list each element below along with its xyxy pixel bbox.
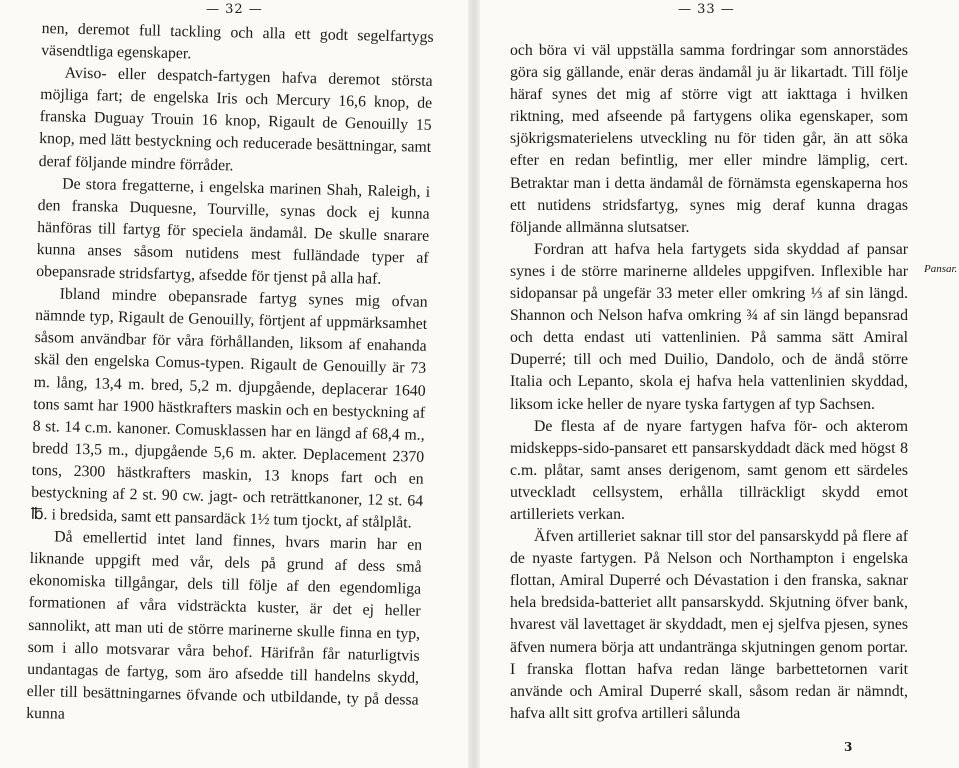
paragraph: De stora fregatterne, i engelska marinen Shah, Raleigh, i den franska Duquesne, Tourville, synas dock ej kunna hänföras till fartyg för speciela ändamål. De skulle snarare kunna anses såsom nutidens mest fulländade typer af obepansrade stridsfartyg, afsedde för tjenst på alla haf. — [36, 175, 431, 288]
paragraph: Äfven artilleriet saknar till stor del pansarskydd på flere af de nyaste fartygen. På Nelson och Northampton i engelska flottan, Amiral Duperré och Dévastation i den franska, saknar hela bredsida-batteriet allt pansarskydd. Skjutning öfver bank, hvarest väl lavettaget är skyddadt, men ej sjelfva pjesen, synes äfven numera börja att undantränga skjutningen genom portar. I franska flottan hafva redan länge barbettetornen varit använde och Amiral Duperré skall, såsom redan är nämndt, hafva allt sitt grofva artilleri sålunda — [510, 528, 908, 722]
right-page-body — [510, 40, 908, 725]
page-number-32: — 32 — — [206, 2, 263, 17]
paragraph: nen, deremot full tackling och alla ett godt segelfartygs väsendtliga egenskaper. — [41, 19, 434, 63]
paragraph: och böra vi väl uppställa samma fordringar som annorstädes göra sig gällande, enär deras ändamål ju är likartadt. Till följe häraf synes det mig af större vigt att iakttaga i hvilken riktning, med afseende på fartygens olika egenskaper, som sjökrigsmaterielens utveckling nu för tiden går, än att söka efter en redan befintlig, mer eller mindre lämplig, cert. Betraktar man i detta ändamål de förnämsta egenskaperna hos ett nutidens stridsfartyg, synes mig deraf kunna dragas följande allmänna slutsatser. — [510, 42, 908, 236]
paragraph: Ibland mindre obepansrade fartyg synes mig ofvan nämnde typ, Rigault de Genouilly, förtjent af uppmärksamhet såsom användbar för våra förhållanden, liksom af enahanda skäl den engelska Comus-typen. Rigault de Genouilly är 73 m. lång, 13,4 m. bred, 5,2 m. djupgående, deplacerar 1640 tons samt har 1900 hästkrafters maskin och en bestyckning af 8 st. 14 c.m. kanoner. Comusklassen har en längd af 68,4 m., bredd 13,5 m., djupgående 5,6 m. akter. Deplacement 2370 tons, 2300 hästkrafters maskin, 13 knops fart och en bestyckning af 2 st. 90 cw. jagt- och reträttkanoner, 12 st. 64 ℔. i bredsida, samt ett pansardäck 1½ tum tjockt, af stålplåt. — [30, 285, 428, 532]
paragraph: Aviso- eller despatch-fartygen hafva deremot största möjliga fart; de engelska Iris och Mercury 16,6 knop, de franska Duguay Trouin 16 knop, Rigault de Genouilly 15 knop, med lätt bestyckning och reducerade besättningar, samt deraf följande mindre förråder. — [38, 64, 433, 174]
page-number-33: — 33 — — [678, 2, 735, 17]
paragraph: Då emellertid intet land finnes, hvars marin har en liknande uppgift med vår, dels på grund af dess små ekonomiska tillgångar, dels till följe af den egendomliga formationen af våra vidsträckta kuster, är det ej heller sannolikt, att man uti de större marinerne skulle finna en typ, som i allo motsvarar våra behof. Härifrån får naturligtvis undantagas de fartyg, som äro afsedde till handelns skydd, eller till besättningarnes öfvande och utbildande, ty på dessa kunna — [26, 528, 423, 723]
paragraph: Fordran att hafva hela fartygets sida skyddad af pansar synes i de större marinerne alldeles uppgifven. Inflexible har sidopansar på ungefär 33 meter eller omkring ⅓ af sin längd. Shannon och Nelson hafva omkring ¾ af sin längd bepansrad och detta endast uti vattenlinien. På samma sätt Amiral Duperré; till och med Duilio, Dandolo, och de ändå större Italia och Lepanto, skola ej hafva hela vattenlinien skyddad, liksom icke heller de nyare tyska fartygen af typ Sachsen. — [510, 240, 908, 413]
signature-mark: 3 — [844, 740, 853, 754]
left-page — [0, 0, 470, 768]
paragraph: De flesta af de nyare fartygen hafva för- och akterom midskepps-sido-pansaret ett pansarskyddadt däck med högst 8 c.m. plåtar, samt anses derigenom, samt genom ett särdeles utveckladt cellsystem, erhålla tillräckligt skydd emot artilleriets verkan. — [510, 417, 908, 523]
left-page-body — [26, 18, 434, 734]
right-page — [478, 0, 959, 768]
margin-note: Pansar. — [924, 263, 958, 275]
